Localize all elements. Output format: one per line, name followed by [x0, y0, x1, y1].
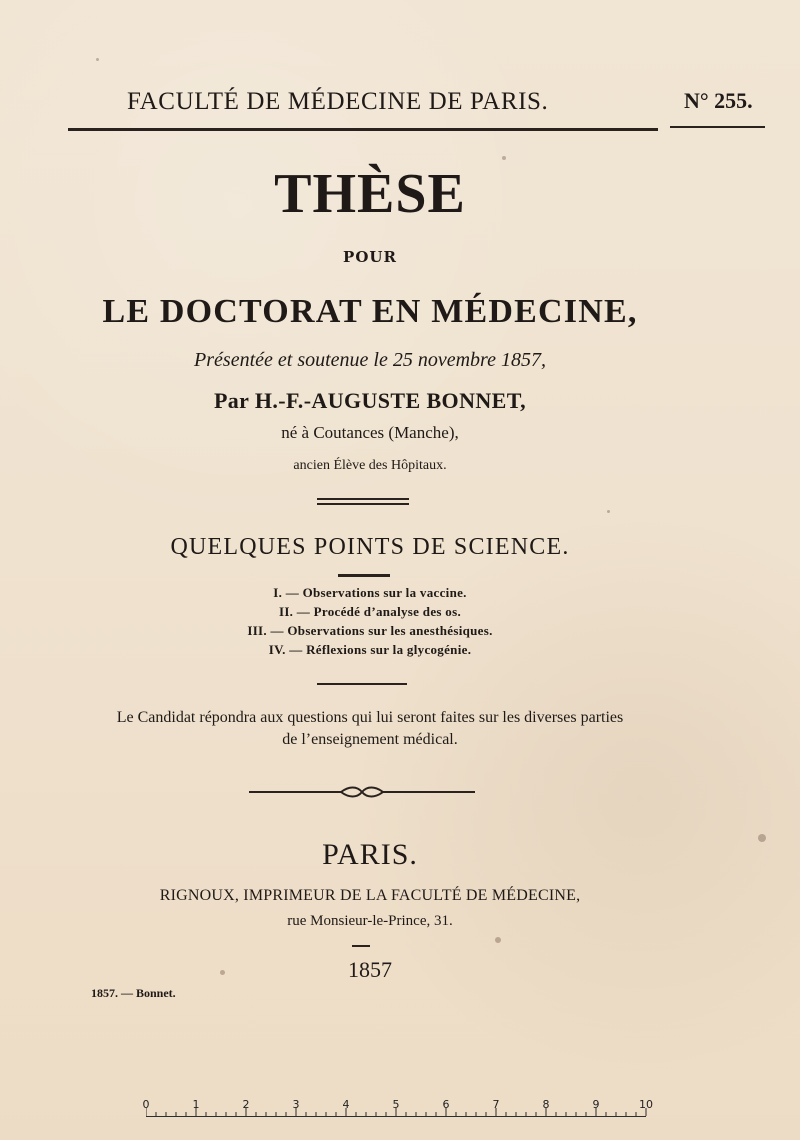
author-name: Par H.-F.-AUGUSTE BONNET, — [213, 388, 527, 413]
science-item: III. — Observations sur les anesthésiques. — [247, 623, 493, 638]
printer-line: RIGNOUX, IMPRIMEUR DE LA FACULTÉ DE MÉDECINE, — [159, 887, 581, 904]
science-rule — [338, 574, 390, 577]
publication-year: 1857 — [348, 957, 392, 982]
pour-text: POUR — [343, 248, 397, 266]
ruler-label: 8 — [542, 1098, 550, 1111]
header-rule — [68, 128, 658, 131]
ruler-label: 6 — [442, 1098, 450, 1111]
science-item: IV. — Réflexions sur la glycogénie. — [268, 642, 472, 657]
ornament-center — [341, 788, 383, 797]
candidate-note-line: Le Candidat répondra aux questions qui lui seront faites sur les diverses parties — [116, 709, 624, 726]
year-dash — [352, 945, 370, 947]
birth-place: né à Coutances (Manche), — [281, 423, 459, 442]
ruler-label: 3 — [292, 1098, 300, 1111]
ruler-label: 1 — [192, 1098, 200, 1111]
science-heading: QUELQUES POINTS DE SCIENCE. — [170, 534, 570, 560]
double-rule-top — [317, 498, 409, 500]
paper-speck — [758, 834, 766, 842]
candidate-note-line: de l’enseignement médical. — [282, 731, 458, 748]
science-item: II. — Procédé d’analyse des os. — [278, 604, 462, 619]
ruler-label: 4 — [342, 1098, 350, 1111]
double-rule-bottom — [317, 503, 409, 505]
presentation-date: Présentée et soutenue le 25 novembre 1857, — [194, 349, 546, 371]
thesis-number: N° 255. — [684, 88, 753, 113]
ruler-label: 9 — [592, 1098, 600, 1111]
ornamental-divider — [249, 784, 475, 800]
doctorat-title: LE DOCTORAT EN MÉDECINE, — [102, 293, 638, 330]
paper-speck — [502, 156, 506, 160]
ruler-label: 2 — [242, 1098, 250, 1111]
paper-speck — [96, 58, 99, 61]
ruler-label: 0 — [142, 1098, 150, 1111]
science-item: I. — Observations sur la vaccine. — [273, 585, 467, 600]
ruler-label: 7 — [492, 1098, 500, 1111]
header-rule-end — [670, 126, 765, 128]
items-rule — [317, 683, 407, 685]
measurement-ruler — [142, 1098, 653, 1128]
former-student-line: ancien Élève des Hôpitaux. — [293, 458, 447, 473]
ruler-label: 5 — [392, 1098, 400, 1111]
city-title: PARIS. — [322, 838, 418, 871]
faculty-header: FACULTÉ DE MÉDECINE DE PARIS. — [127, 88, 549, 115]
paper-speck — [607, 510, 610, 513]
thesis-title: THÈSE — [274, 163, 466, 225]
paper-speck — [495, 937, 501, 943]
candidate-note — [90, 707, 650, 751]
printer-address: rue Monsieur-le-Prince, 31. — [287, 913, 453, 929]
ruler-label: 10 — [639, 1098, 653, 1111]
ruler-ticks — [146, 1098, 647, 1128]
bottom-signature: 1857. — Bonnet. — [91, 986, 176, 1000]
